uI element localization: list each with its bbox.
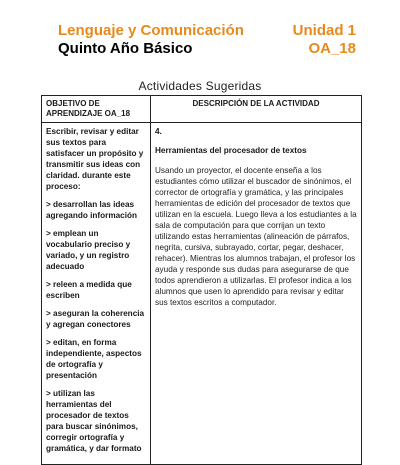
unit-label: Unidad 1: [292, 22, 356, 39]
activity-number: 4.: [155, 127, 162, 136]
objective-code: OA_18: [308, 40, 356, 57]
activity-description: Usando un proyector, el docente enseña a los estudiantes cómo utilizar el buscador de sinónimos, el corrector de ortografía y gramática, y las principales herramientas de edición del procesador de textos que utilizan en la escuela. Luego lleva a los estudiantes a la sala de computación para que corrijan un texto utilizando estas herramientas (alineación de párrafos, negrita, cursiva, subrayado, cortar, pegar, deshacer, rehacer). Mientras los alumnos trabajan, el profesor los ayuda y responde sus dudas para asegurarse de que todos aprendieron a utilizarlas. El profesor indica a los alumnos que usen lo aprendido para revisar y editar sus textos escritos a computador.: [155, 166, 357, 307]
objective-item: > editan, en forma independiente, aspectos de ortografía y presentación: [46, 338, 142, 380]
objective-intro: Escribir, revisar y editar sus textos para satisfacer un propósito y transmitir sus ideas con claridad. durante este proceso:: [46, 127, 144, 191]
objective-item: > emplean un vocabulario preciso y variado, y un registro adecuado: [46, 229, 131, 271]
table-header-row: [42, 96, 362, 123]
activity-table: [41, 95, 362, 465]
grade-title: Quinto Año Básico: [58, 40, 193, 57]
section-title: Actividades Sugeridas: [138, 79, 262, 93]
description-column-header: DESCRIPCIÓN DE LA ACTIVIDAD: [151, 96, 362, 123]
activity-title: Herramientas del procesador de textos: [155, 146, 307, 155]
description-cell: [151, 123, 362, 465]
document-header-right: [293, 22, 356, 58]
objective-column-header: OBJETIVO DE APRENDIZAJE OA_18: [42, 96, 151, 123]
objective-item: > releen a medida que escriben: [46, 280, 132, 300]
objective-item: > desarrollan las ideas agregando información: [46, 200, 137, 220]
objective-item: > utilizan las herramientas del procesador de textos para buscar sinónimos, corregir ortografía y gramática, y dar formato: [46, 389, 142, 453]
objective-item: > aseguran la coherencia y agregan conectores: [46, 309, 145, 329]
document-header-left: [58, 22, 244, 58]
subject-title: Lenguaje y Comunicación: [58, 22, 244, 39]
objective-cell: [42, 123, 151, 465]
table-row: [42, 123, 362, 465]
